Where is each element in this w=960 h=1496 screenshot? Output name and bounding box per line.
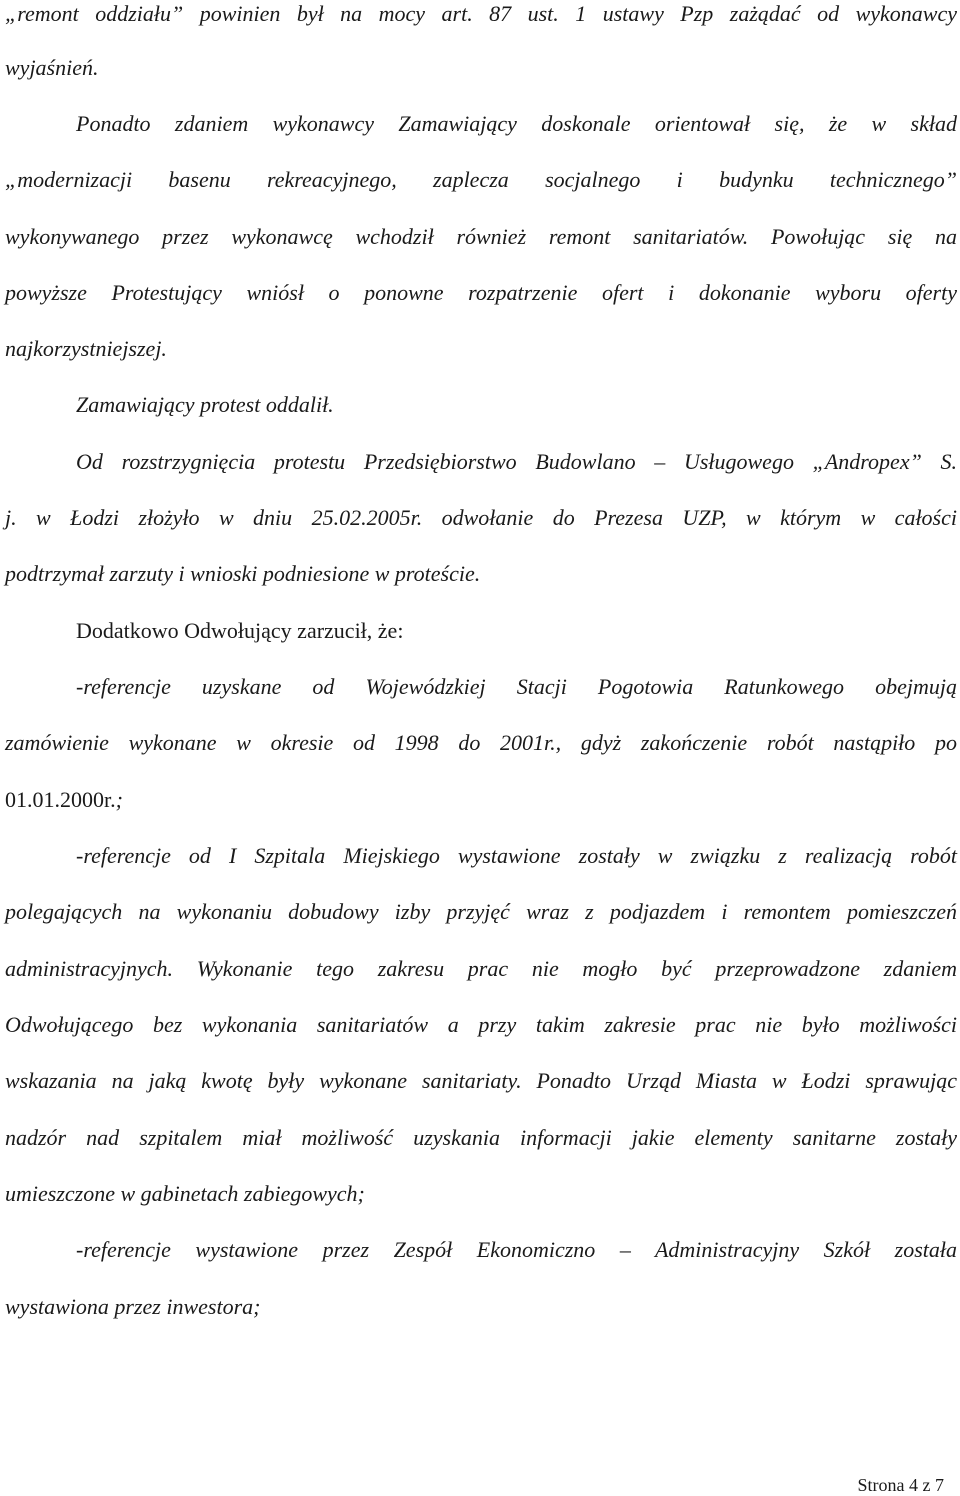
text-line: -referencje od I Szpitala Miejskiego wystawione zostały w związku z realizacją robót (76, 843, 957, 868)
text-line: Od rozstrzygnięcia protestu Przedsiębiorstwo Budowlano – Usługowego „Andropex” S. (76, 449, 957, 474)
text-line: powyższe Protestujący wniósł o ponowne rozpatrzenie ofert i dokonanie wyboru oferty (5, 280, 957, 305)
text-line (5, 786, 957, 814)
text-line: nadzór nad szpitalem miał możliwość uzyskania informacji jakie elementy sanitarne zostały (5, 1125, 957, 1150)
text-span: 01.01.2000r. (5, 787, 116, 812)
text-line: Zamawiający protest oddalił. (76, 392, 334, 417)
text-line: „modernizacji basenu rekreacyjnego, zaplecza socjalnego i budynku technicznego” (5, 167, 957, 192)
text-line: najkorzystniejszej. (5, 336, 167, 361)
page-number: Strona 4 z 7 (857, 1475, 944, 1495)
text-span: j. w Łodzi złożyło w dniu 25.02.2005r. (5, 505, 423, 530)
text-line: Ponadto zdaniem wykonawcy Zamawiający doskonale orientował się, że w skład (76, 111, 957, 136)
text-line: umieszczone w gabinetach zabiegowych; (5, 1181, 365, 1206)
text-line (5, 729, 957, 757)
text-line (5, 504, 957, 532)
text-line: podtrzymał zarzuty i wnioski podniesione w proteście. (5, 561, 481, 586)
text-line: Odwołującego bez wykonania sanitariatów a przy takim zakresie prac nie było możliwości (5, 1012, 957, 1037)
text-span: odwołanie do Prezesa UZP, w którym w całości (422, 505, 957, 530)
text-line: wykonywanego przez wykonawcę wchodził również remont sanitariatów. Powołując się na (5, 224, 957, 249)
text-span: , gdyż zakończenie robót nastąpiło po (555, 730, 957, 755)
text-line: „remont oddziału” powinien był na mocy art. 87 ust. 1 ustawy Pzp zażądać od wykonawcy (5, 1, 957, 26)
text-span: ; (115, 787, 123, 812)
text-line: polegających na wykonaniu dobudowy izby przyjęć wraz z podjazdem i remontem pomieszczeń (5, 899, 957, 924)
text-line: wystawiona przez inwestora; (5, 1294, 261, 1319)
text-line: -referencje wystawione przez Zespół Ekonomiczno – Administracyjny Szkół została (76, 1237, 957, 1262)
text-line: -referencje uzyskane od Wojewódzkiej Stacji Pogotowia Ratunkowego obejmują (76, 674, 957, 699)
text-line: administracyjnych. Wykonanie tego zakresu prac nie mogło być przeprowadzone zdaniem (5, 956, 957, 981)
text-line: Dodatkowo Odwołujący zarzucił, że: (76, 618, 404, 643)
text-line: wskazania na jaką kwotę były wykonane sanitariaty. Ponadto Urząd Miasta w Łodzi sprawując (5, 1068, 957, 1093)
text-line: wyjaśnień. (5, 55, 99, 80)
text-span: zamówienie wykonane w okresie od 1998 do 2001r. (5, 730, 556, 755)
